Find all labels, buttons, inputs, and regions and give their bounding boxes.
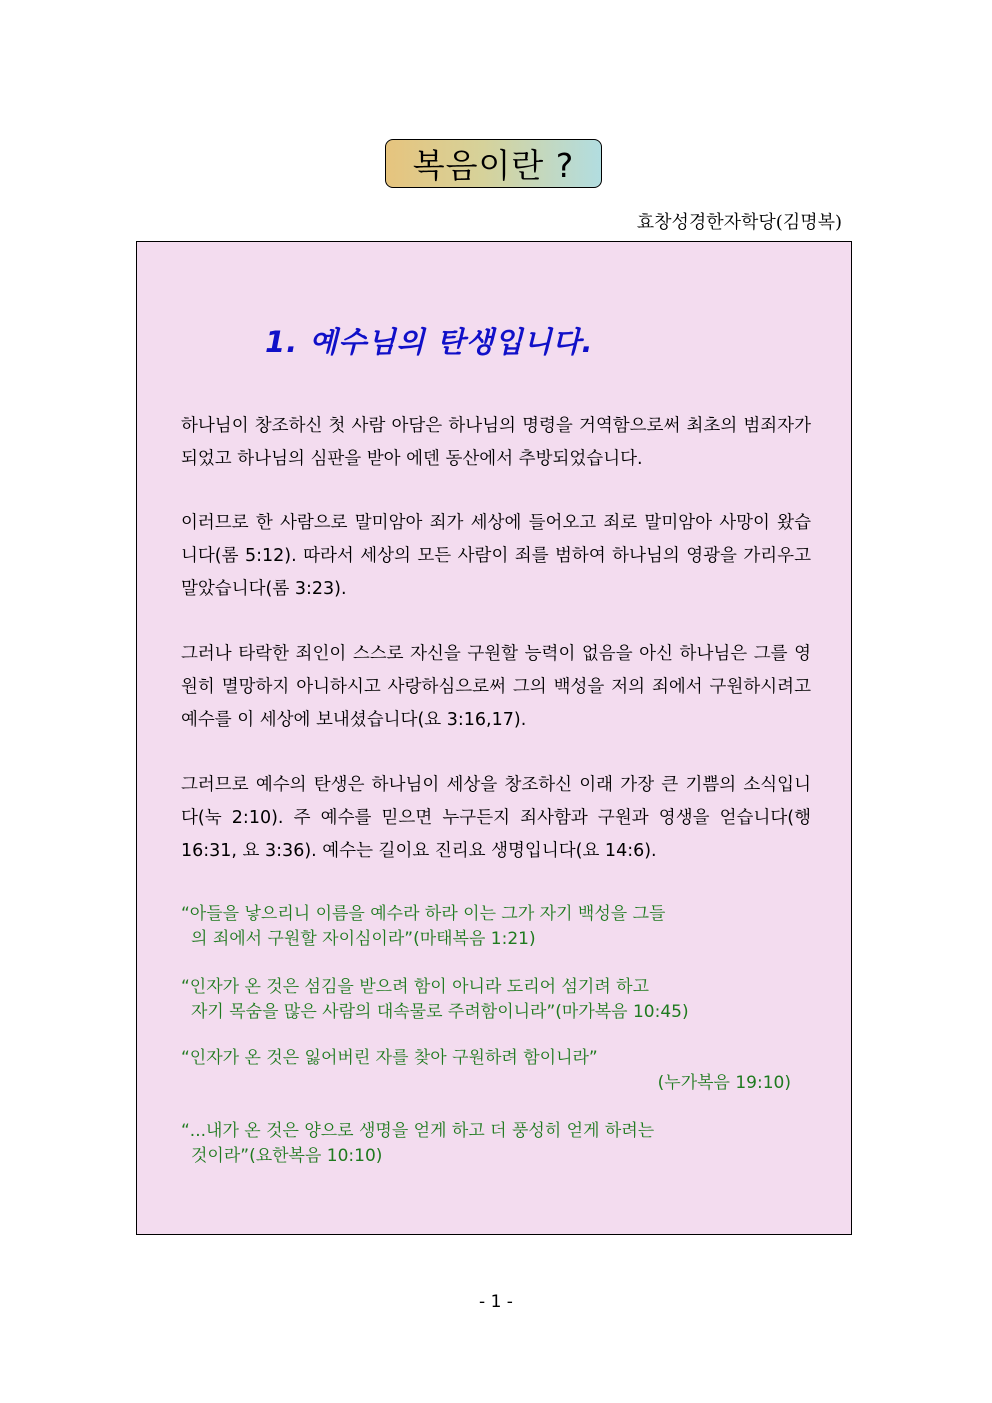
document-title-text: 복음이란 ? [412, 146, 575, 185]
paragraph-1: 하나님이 창조하신 첫 사람 아담은 하나님의 명령을 거역함으로써 최초의 범죄자가 되었고 하나님의 심판을 받아 에덴 동산에서 추방되었습니다. [181, 416, 811, 469]
paragraph-4: 그러므로 예수의 탄생은 하나님이 세상을 창조하신 이래 가장 큰 기쁨의 소식입니다(눅 2:10). 주 예수를 믿으면 누구든지 죄사함과 구원과 영생을 얻습니다(행 16:31, 요 3:36). 예수는 길이요 진리요 생명입니다(요 14:6). [181, 775, 811, 861]
quote-3-line-2: (누가복음 19:10) [657, 1073, 791, 1093]
quote-4-line-1: “...내가 온 것은 양으로 생명을 얻게 하고 더 풍성히 얻게 하려는 [181, 1121, 655, 1141]
quote-2-line-1: “인자가 온 것은 섬김을 받으려 함이 아니라 도리어 섬기려 하고 [181, 977, 649, 997]
quote-4-line-2: 것이라”(요한복음 10:10) [191, 1146, 383, 1166]
quote-2 [181, 975, 791, 1025]
paragraph-3: 그러나 타락한 죄인이 스스로 자신을 구원할 능력이 없음을 아신 하나님은 그를 영원히 멸망하지 아니하시고 사랑하심으로써 그의 백성을 저의 죄에서 구원하시려고 예수를 이 세상에 보내셨습니다(요 3:16,17). [181, 644, 811, 730]
content-box [136, 241, 852, 1235]
quote-4 [181, 1119, 791, 1169]
section-title: 1. 예수님의 탄생입니다. [265, 325, 594, 359]
quote-1 [181, 902, 791, 952]
quote-3-line-1: “인자가 온 것은 잃어버린 자를 찾아 구원하려 함이니라” [181, 1048, 598, 1068]
author-label: 효창성경한자학당(김명복) [636, 212, 842, 233]
quote-3 [181, 1046, 791, 1096]
page-number: - 1 - [479, 1292, 513, 1312]
quote-2-line-2: 자기 목숨을 많은 사람의 대속물로 주려함이니라”(마가복음 10:45) [191, 1002, 689, 1022]
document-title [385, 139, 602, 188]
quote-1-line-1: “아들을 낳으리니 이름을 예수라 하라 이는 그가 자기 백성을 그들 [181, 904, 666, 924]
paragraph-2: 이러므로 한 사람으로 말미암아 죄가 세상에 들어오고 죄로 말미암아 사망이 왔습니다(롬 5:12). 따라서 세상의 모든 사람이 죄를 범하여 하나님의 영광을 가리우고 말았습니다(롬 3:23). [181, 513, 811, 599]
quote-1-line-2: 의 죄에서 구원할 자이심이라”(마태복음 1:21) [191, 929, 536, 949]
